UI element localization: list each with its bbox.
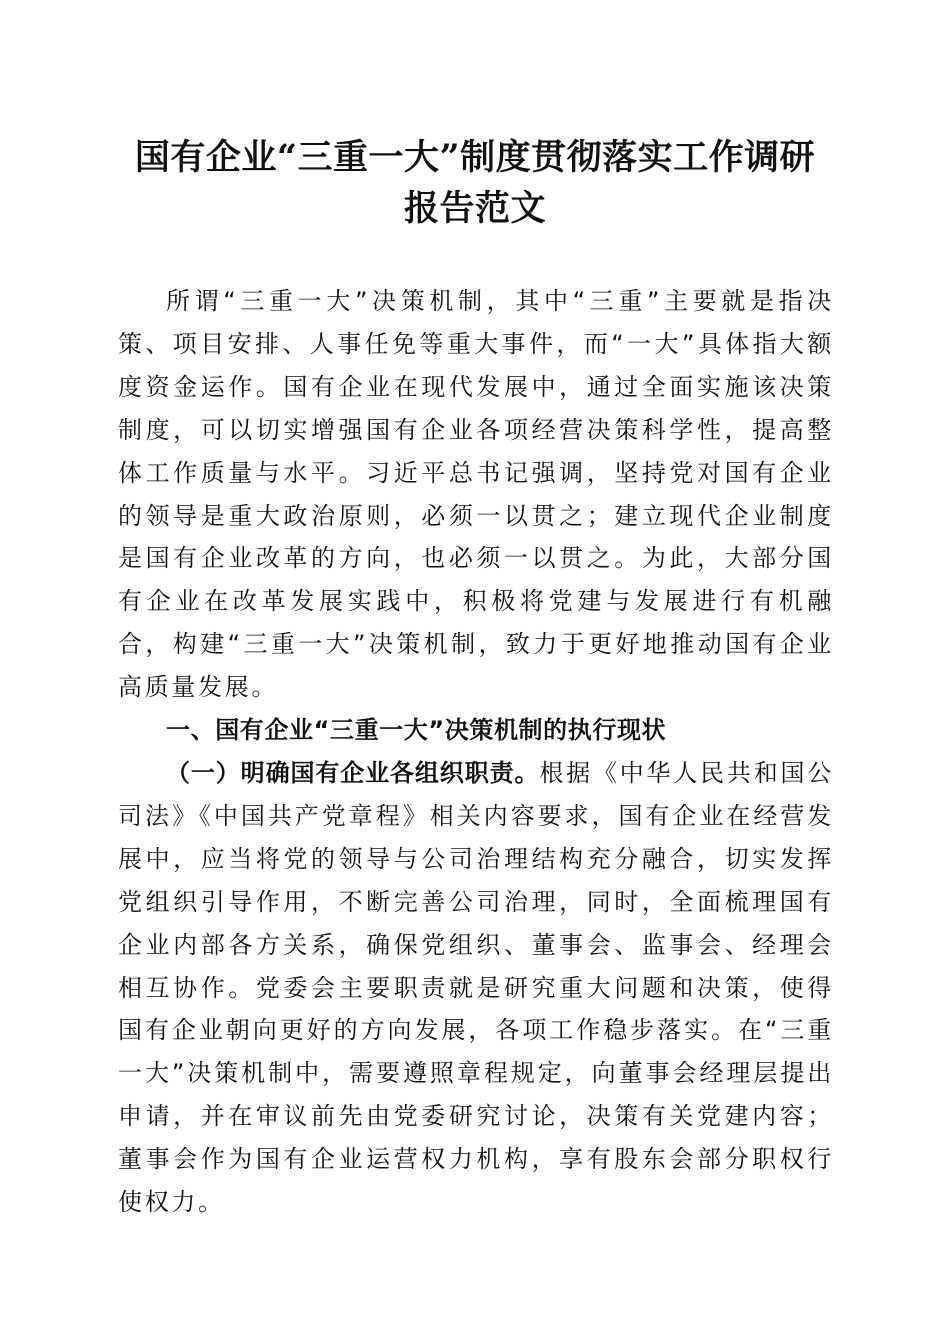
subsection-paragraph-1 <box>118 752 834 1224</box>
section-heading-1: 一、国有企业“三重一大”决策机制的执行现状 <box>166 716 667 745</box>
intro-paragraph: 所谓“三重一大”决策机制，其中“三重”主要就是指决策、项目安排、人事任免等重大事件，而“一大”具体指大额度资金运作。国有企业在现代发展中，通过全面实施该决策制度，可以切实增强国有企业各项经营决策科学性，提高整体工作质量与水平。习近平总书记强调，坚持党对国有企业的领导是重大政治原则，必须一以贯之；建立现代企业制度是国有企业改革的方向，也必须一以贯之。为此，大部分国有企业在改革发展实践中，积极将党建与发展进行有机融合，构建“三重一大”决策机制，致力于更好地推动国有企业高质量发展。 <box>118 287 834 702</box>
title-line-1: 国有企业“三重一大”制度贯彻落实工作调研 <box>134 137 816 178</box>
document-title <box>100 132 850 234</box>
title-line-2: 报告范文 <box>403 188 546 229</box>
subsection-lead-1: （一）明确国有企业各组织职责。 <box>166 758 540 787</box>
document-body <box>118 280 834 1224</box>
subsection-text-1: 根据《中华人民共和国公司法》《中国共产党章程》相关内容要求，国有企业在经营发展中，应当将党的领导与公司治理结构充分融合，切实发挥党组织引导作用，不断完善公司治理，同时，全面梳理国有企业内部各方关系，确保党组织、董事会、监事会、经理会相互协作。党委会主要职责就是研究重大问题和决策，使得国有企业朝向更好的方向发展，各项工作稳步落实。在“三重一大”决策机制中，需要遵照章程规定，向董事会经理层提出申请，并在审议前先由党委研究讨论，决策有关党建内容；董事会作为国有企业运营权力机构，享有股东会部分职权行使权力。 <box>118 758 835 1217</box>
